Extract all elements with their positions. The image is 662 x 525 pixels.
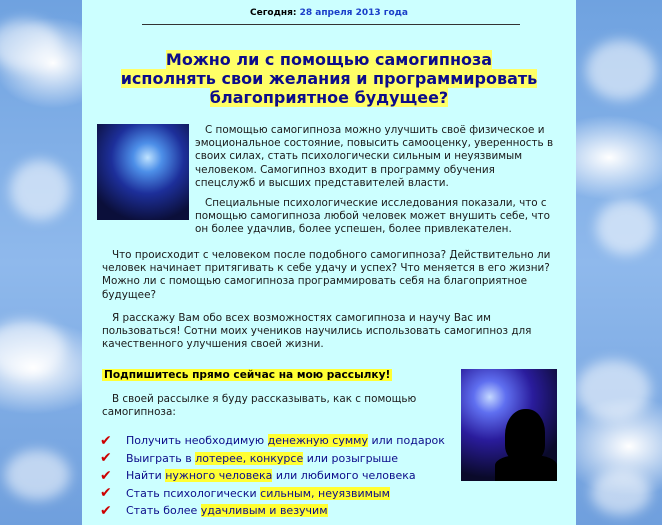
paragraph-list-intro: В своей рассылке я буду рассказывать, как с помощью самогипноза: (102, 393, 417, 419)
title-line-2: исполнять свои желания и программировать (120, 69, 538, 88)
title-line-3: благоприятное будущее? (209, 88, 449, 107)
divider (142, 24, 520, 25)
date-line (82, 8, 576, 18)
date-value: 28 апреля 2013 года (299, 8, 409, 18)
check-mark-icon: ✔ (100, 467, 112, 484)
list-item-text: Выиграть в лотерее, конкурсе или розыгрыше (126, 451, 399, 465)
title-line-1: Можно ли с помощью самогипноза (165, 50, 493, 69)
hypnosis-image-cosmic (97, 124, 189, 220)
paragraph-intro: С помощью самогипноза можно улучшить своё физическое и эмоциональное состояние, повысить самооценку, уверенность в своих силах, стать психологически сильным и неуязвимым человеком. Самогипноз входит в программу обучения спецслужб и высших представителей власти. (195, 124, 554, 189)
list-item (100, 432, 460, 450)
paragraph-promise: Я расскажу Вам обо всех возможностях самогипноза и научу Вас им пользоваться! Сотни моих учеников научились использовать самогипноз для качественного улучшения своей жизни. (102, 312, 532, 351)
subscribe-callout-text: Подпишитесь прямо сейчас на мою рассылку! (104, 369, 391, 381)
paragraph-research: Специальные психологические исследования показали, что с помощью самогипноза любой человек может внушить себе, что он более удачлив, более успешен, более привлекателен. (195, 197, 550, 236)
sky-background-left (0, 0, 82, 525)
list-item-text: Получить необходимую денежную сумму или подарок (126, 434, 445, 448)
check-mark-icon: ✔ (100, 485, 112, 502)
list-item (100, 467, 460, 485)
list-item-text: Стать психологически сильным, неуязвимым (126, 486, 390, 500)
check-mark-icon: ✔ (100, 432, 112, 449)
hypnosis-image-head-silhouette (461, 369, 557, 481)
page-title (102, 50, 556, 107)
list-item (100, 485, 460, 503)
list-item (100, 502, 460, 520)
benefit-list (100, 432, 460, 520)
list-item-text: Стать более удачливым и везучим (126, 504, 328, 518)
check-mark-icon: ✔ (100, 450, 112, 467)
paragraph-questions: Что происходит с человеком после подобного самогипноза? Действительно ли человек начинает притягивать к себе удачу и успех? Что меняется в его жизни? Можно ли с помощью самогипноза программировать себя на благоприятное будущее? (102, 249, 551, 301)
subscribe-callout (102, 369, 392, 381)
sky-background-right (576, 0, 662, 525)
list-item-text: Найти нужного человека или любимого человека (126, 469, 416, 483)
list-item (100, 450, 460, 468)
content-panel (82, 0, 576, 525)
check-mark-icon: ✔ (100, 502, 112, 519)
date-label: Сегодня: (249, 8, 297, 18)
